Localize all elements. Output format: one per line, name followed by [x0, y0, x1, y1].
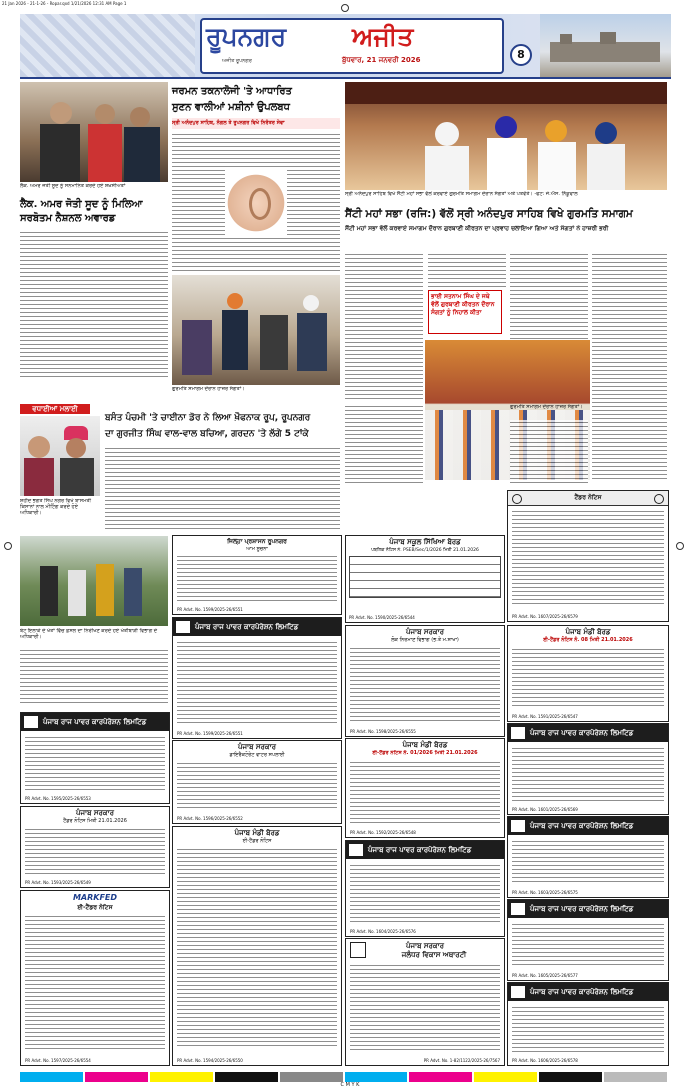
mandi-ad-1 [507, 625, 669, 722]
sarkar-ad-2-sub: ਡਾਇਰੈਕਟੋਰੇਟ ਵਾਟਰ ਸਪਲਾਈ [229, 752, 285, 758]
pspcl-logo-icon [349, 844, 363, 856]
sarkar-ad-1-sub: ਲੋਕ ਨਿਰਮਾਣ ਵਿਭਾਗ (ਭ.ਤੇ ਮ.ਸ਼ਾਖਾ) [391, 637, 459, 643]
sarkar-ad-3-title: ਪੰਜਾਬ ਸਰਕਾਰ [75, 809, 114, 817]
dept-ad-title: ਟੈਂਡਰ ਨੋਟਿਸ [574, 494, 602, 501]
edu-board-title: ਪੰਜਾਬ ਸਕੂਲ ਸਿੱਖਿਆ ਬੋਰਡ [389, 538, 461, 546]
samagam-headline: ਸੈਂਟੀ ਮਹਾਂ ਸਭਾ (ਰਜਿ:) ਵੱਲੋਂ ਸ੍ਰੀ ਅਨੰਦਪੁਰ ਸਾਹਿਬ ਵਿਖੇ ਗੁਰਮਤਿ ਸਮਾਗਮ [345, 208, 633, 220]
sarkar-ad-4 [345, 938, 505, 1066]
pspcl-ad-3-title: ਪੰਜਾਬ ਰਾਜ ਪਾਵਰ ਕਾਰਪੋਰੇਸ਼ਨ ਲਿਮਟਿਡ [508, 724, 668, 742]
award-headline-1: ਲੈਕ. ਅਮਰ ਜੋਤੀ ਸੂਦ ਨੂੰ ਮਿਲਿਆ [20, 199, 143, 210]
color-bar [20, 1072, 667, 1082]
pspcl-ad-2-ref: PR Advt. No. 1599/2025-26/6551 [177, 731, 243, 736]
pspcl-ad-1-title: ਪੰਜਾਬ ਰਾਜ ਪਾਵਰ ਕਾਰਪੋਰੇਸ਼ਨ ਲਿਮਟਿਡ [21, 713, 169, 731]
edu-board-sub: ਪਬਲਿਕ ਨੋਟਿਸ ਨੰ. PSEB/Sec/1/2026 ਮਿਤੀ 21.01.2026 [371, 548, 479, 553]
pspcl-logo-icon [24, 716, 38, 728]
sarkar-ad-2-title: ਪੰਜਾਬ ਸਰਕਾਰ [237, 743, 276, 751]
sarkar-ad-3-sub: ਟੈਂਡਰ ਨੋਟਿਸ ਮਿਤੀ 21.01.2026 [63, 818, 127, 824]
registration-mark [4, 542, 12, 550]
markfed-ad [20, 890, 170, 1066]
fort-image [540, 14, 671, 77]
notice-ad-ref: PR Advt. No. 1599/2025-26/6551 [177, 607, 243, 612]
samagam-body-col-1b [345, 404, 423, 484]
pspcl-logo-icon [176, 621, 190, 633]
award-body-text [20, 230, 168, 380]
dept-ad [507, 490, 669, 622]
printer-slug: 21 Jan 2026 - 21-1-26 - Ropar.qxd 1/21/2026 12:31 AM Page 1 [2, 1, 127, 6]
samagam-quote-box: ਭਾਈ ਸਤਨਾਮ ਸਿੰਘ ਦੇ ਜਥੇ ਵੱਲੋਂ ਗੁਰਬਾਣੀ ਕੀਰਤਨ ਦੌਰਾਨ ਸੰਗਤਾਂ ਨੂੰ ਨਿਹਾਲ ਕੀਤਾ [428, 290, 502, 334]
masthead [20, 14, 671, 79]
pspcl-ad-2-title: ਪੰਜਾਬ ਰਾਜ ਪਾਵਰ ਕਾਰਪੋਰੇਸ਼ਨ ਲਿਮਟਿਡ [173, 618, 341, 636]
dept-ad-ref: PR Advt. No. 1607/2025-26/6579 [512, 614, 578, 619]
pspcl-ad-6-title: ਪੰਜਾਬ ਰਾਜ ਪਾਵਰ ਕਾਰਪੋਰੇਸ਼ਨ ਲਿਮਟਿਡ [508, 900, 668, 918]
color-bar-label: C M Y K [340, 1082, 360, 1088]
registration-mark [676, 542, 684, 550]
pspcl-ad-1 [20, 712, 170, 804]
registration-mark [341, 4, 349, 12]
mandi-ad-1-sub: ਈ-ਟੈਂਡਰ ਨੋਟਿਸ ਨੰ. 08 ਮਿਤੀ 21.01.2026 [543, 637, 633, 643]
samagam-subhead: ਸੈਂਟੀ ਮਹਾਂ ਸਭਾ ਵੱਲੋਂ ਕਰਵਾਏ ਸਮਾਗਮ ਦੌਰਾਨ ਗੁਰਬਾਣੀ ਕੀਰਤਨ ਦਾ ਪ੍ਰਵਾਹ ਚਲਾਇਆ ਗਿਆ ਅਤੇ ਸੰਗਤਾਂ ਨੇ ਹਾਜ਼ਰੀ ਭਰੀ [345, 225, 609, 232]
sarkar-ad-4-title: ਪੰਜਾਬ ਸਰਕਾਰ [405, 942, 444, 950]
pspcl-ad-1-ref: PR Advt. No. 1595/2025-26/6553 [25, 796, 91, 801]
fields-caption: ਬੇਟ ਇਲਾਕੇ ਦੇ ਖੇਤਾਂ ਵਿੱਚ ਫ਼ਸਲ ਦਾ ਨਿਰੀਖਣ ਕਰਦੇ ਹੋਏ ਖੇਤੀਬਾੜੀ ਵਿਭਾਗ ਦੇ ਅਧਿਕਾਰੀ। [20, 628, 158, 640]
pspcl-logo-icon [511, 903, 525, 915]
samagam-photo-caption: ਸ੍ਰੀ ਅਨੰਦਪੁਰ ਸਾਹਿਬ ਵਿਖੇ ਸੈਂਟੀ ਮਹਾਂ ਸਭਾ ਵੱਲੋਂ ਕਰਵਾਏ ਗੁਰਮਤਿ ਸਮਾਗਮ ਦੌਰਾਨ ਸੰਗਤਾਂ ਅਤੇ ਪਤਵੰਤੇ। -ਫੋਟੋ: ਜੇ.ਐਸ. ਨਿੱਕੂਵਾਲ [345, 191, 578, 197]
markfed-sub: ਈ-ਟੈਂਡਰ ਨੋਟਿਸ [77, 904, 113, 911]
german-headline-2: ਸੁਣਨ ਵਾਲੀਆਂ ਮਸ਼ੀਨਾਂ ਉਪਲਬਧ [172, 102, 290, 113]
notice-ad-sub: ਆਮ ਸੂਚਨਾ [246, 546, 268, 552]
pspcl-ad-5-title: ਪੰਜਾਬ ਰਾਜ ਪਾਵਰ ਕਾਰਪੋਰੇਸ਼ਨ ਲਿਮਟਿਡ [346, 841, 504, 859]
award-caption: ਲੈਕ. ਅਮਰ ਜੋਤੀ ਸੂਦ ਨੂੰ ਸਨਮਾਨਿਤ ਕਰਦੇ ਹੋਏ ਸ਼ਖ਼ਸੀਅਤਾਂ [20, 183, 126, 189]
sarkar-ad-3-ref: PR Advt. No. 1593/2025-26/6549 [25, 880, 91, 885]
pspcl-ad-7 [507, 982, 669, 1066]
mandi-ad-3-title: ਪੰਜਾਬ ਮੰਡੀ ਬੋਰਡ [234, 829, 280, 837]
fields-body-text [20, 648, 168, 706]
mandi-ad-1-title: ਪੰਜਾਬ ਮੰਡੀ ਬੋਰਡ [565, 628, 611, 636]
pspcl-logo-icon [511, 986, 525, 998]
german-headline-1: ਜਰਮਨ ਤਕਨਾਲੋਜੀ 'ਤੇ ਆਧਾਰਿਤ [172, 86, 292, 97]
group-photo [172, 275, 340, 385]
group-caption: ਗੁਰਮਤਿ ਸਮਾਗਮ ਦੌਰਾਨ ਹਾਜ਼ਰ ਸੰਗਤਾਂ। [172, 386, 245, 392]
sarkar-ad-1 [345, 625, 505, 737]
pspcl-ad-7-ref: PR Advt. No. 1606/2025-26/6578 [512, 1058, 578, 1063]
edu-board-ref: PR Advt. No. 1590/2025-26/6544 [349, 615, 415, 620]
pspcl-ad-3-ref: PR Advt. No. 1601/2025-26/6569 [512, 807, 578, 812]
edu-board-ad [345, 535, 505, 623]
samagam-body-col-3b [510, 420, 588, 484]
markfed-ref: PR Advt. No. 1597/2025-26/6554 [25, 1058, 91, 1063]
brand-small: ਅਜੀਤ ਰੂਪਨਗਰ [222, 58, 252, 64]
notice-ad-title: ਜਿਲ੍ਹਾ ਪ੍ਰਸ਼ਾਸਨ ਰੂਪਨਗਰ [227, 538, 287, 545]
pspcl-logo-icon [511, 820, 525, 832]
basant-portrait-caption: ਸ਼ਹੀਦ ਭਗਤ ਸਿੰਘ ਨਗਰ ਵਿਖੇ ਬਾਸਮਤੀ ਕਿਸਾਨਾਂ ਨਾਲ ਮੀਟਿੰਗ ਕਰਦੇ ਹੋਏ ਅਧਿਕਾਰੀ। [20, 498, 92, 516]
pspcl-ad-6 [507, 899, 669, 981]
basant-body-text [105, 446, 340, 531]
basant-portrait [20, 416, 100, 496]
mandi-ad-1-ref: PR Advt. No. 1591/2025-26/6547 [512, 714, 578, 719]
basant-headline-1: ਬਸੰਤ ਪੰਚਮੀ 'ਤੇ ਚਾਈਨਾ ਡੋਰ ਨੇ ਲਿਆ ਖ਼ੌਫਨਾਕ ਰੂਪ, ਰੂਪਨਗਰ [105, 413, 311, 423]
notice-ad [172, 535, 342, 615]
mandi-ad-2-title: ਪੰਜਾਬ ਮੰਡੀ ਬੋਰਡ [402, 741, 448, 749]
sarkar-ad-1-ref: PR Advt. No. 1598/2025-26/6555 [350, 729, 416, 734]
fields-photo [20, 536, 168, 626]
mandi-ad-2-sub: ਈ-ਟੈਂਡਰ ਨੋਟਿਸ ਨੰ. 01/2026 ਮਿਤੀ 21.01.2026 [372, 750, 478, 756]
sarkar-ad-4-sub: ਜਲੰਧਰ ਵਿਕਾਸ ਅਥਾਰਟੀ [401, 951, 467, 959]
samagam-body-col-2 [428, 252, 506, 287]
pspcl-ad-4-ref: PR Advt. No. 1603/2025-26/6575 [512, 890, 578, 895]
page-number: 8 [510, 44, 532, 66]
award-photo [20, 82, 168, 182]
german-strap: ਸ੍ਰੀ ਅਨੰਦਪੁਰ ਸਾਹਿਬ, ਨੰਗਲ ਤੇ ਰੂਪਨਗਰ ਵਿਖੇ ਨਿਰੰਤਰ ਸੇਵਾ [172, 118, 340, 129]
paper-title: ਅਜੀਤ [352, 22, 414, 51]
edu-board-table [349, 556, 501, 598]
samagam-body-col-4 [592, 252, 667, 482]
sarkar-ad-3 [20, 806, 170, 888]
sarkar-ad-2-ref: PR Advt. No. 1596/2025-26/6552 [177, 816, 243, 821]
pspcl-ad-5-ref: PR Advt. No. 1604/2025-26/6576 [350, 929, 416, 934]
mandi-ad-2 [345, 738, 505, 838]
mandi-ad-3-ref: PR Advt. No. 1594/2025-26/6550 [177, 1058, 243, 1063]
pspcl-ad-5 [345, 840, 505, 937]
pspcl-ad-2 [172, 617, 342, 739]
samagam-photo [345, 82, 667, 190]
award-headline-2: ਸਰਬੋਤਮ ਨੈਸ਼ਨਲ ਅਵਾਰਡ [20, 213, 116, 224]
pspcl-ad-3 [507, 723, 669, 815]
pspcl-ad-7-title: ਪੰਜਾਬ ਰਾਜ ਪਾਵਰ ਕਾਰਪੋਰੇਸ਼ਨ ਲਿਮਟਿਡ [508, 983, 668, 1001]
issue-date: ਬੁੱਧਵਾਰ, 21 ਜਨਵਰੀ 2026 [342, 56, 421, 64]
sangat-caption: ਗੁਰਮਤਿ ਸਮਾਗਮ ਦੌਰਾਨ ਹਾਜ਼ਰ ਸੰਗਤਾਂ। [510, 404, 583, 410]
hearing-aid-photo [225, 168, 287, 238]
sarkar-ad-1-title: ਪੰਜਾਬ ਸਰਕਾਰ [405, 628, 444, 636]
masthead-pattern [20, 14, 195, 77]
mandi-ad-2-ref: PR Advt. No. 1592/2025-26/6548 [350, 830, 416, 835]
mandi-ad-3-sub: ਈ-ਟੈਂਡਰ ਨੋਟਿਸ [242, 838, 272, 844]
mandi-ad-3 [172, 826, 342, 1066]
pspcl-ad-4 [507, 816, 669, 898]
samagam-body-col-1 [345, 252, 423, 400]
sarkar-ad-4-ref: PR Advt. No. 1-82/1122/2025-26/7567 [423, 1058, 500, 1063]
city-title: ਰੂਪਨਗਰ [206, 22, 287, 51]
pspcl-ad-6-ref: PR Advt. No. 1605/2025-26/6577 [512, 973, 578, 978]
basant-headline-2: ਦਾ ਗੁਰਜੀਤ ਸਿੰਘ ਵਾਲ-ਵਾਲ ਬਚਿਆ, ਗਰਦਨ 'ਤੇ ਲੱਗੇ 5 ਟਾਂਕੇ [105, 429, 309, 439]
pspcl-ad-4-title: ਪੰਜਾਬ ਰਾਜ ਪਾਵਰ ਕਾਰਪੋਰੇਸ਼ਨ ਲਿਮਟਿਡ [508, 817, 668, 835]
basant-kicker: ਵਧਾਈਆਂ ਮਲਾਈ [20, 404, 90, 414]
title-block [200, 18, 504, 74]
sarkar-ad-2 [172, 740, 342, 824]
pspcl-logo-icon [511, 727, 525, 739]
markfed-logo: MARKFED [72, 893, 118, 902]
